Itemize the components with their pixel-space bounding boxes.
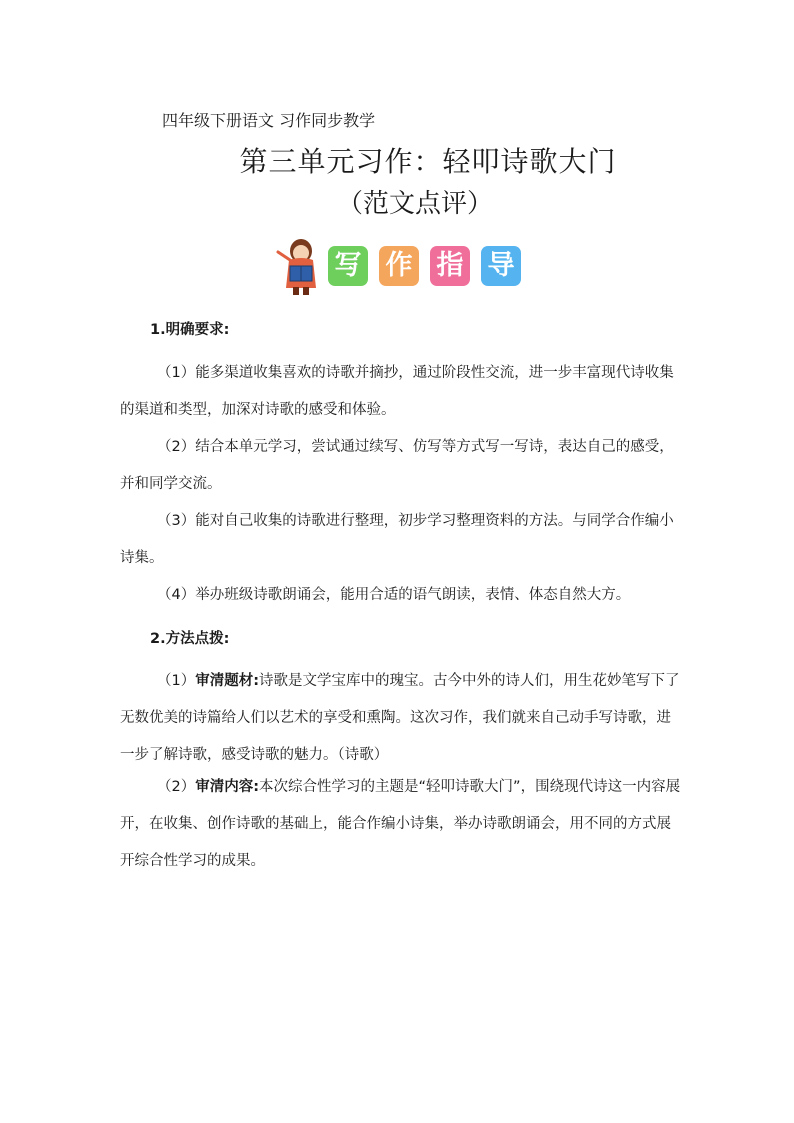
section-heading-requirements: 1.明确要求:	[150, 322, 230, 338]
requirement-item: （4）举办班级诗歌朗诵会，能用合适的语气朗读，表情、体态自然大方。	[157, 587, 631, 603]
tile-xie: 写	[328, 246, 368, 286]
method-label: 审清题材:	[195, 673, 260, 689]
method-text: 诗歌是文学宝库中的瑰宝。古今中外的诗人们，用生花妙笔写下了无数优美的诗篇给人们以艺术的享受和熏陶。这次习作，我们就来自己动手写诗歌，进一步了解诗歌，感受诗歌的魅力。（诗歌）	[120, 673, 680, 763]
requirement-item: （3）能对自己收集的诗歌进行整理，初步学习整理资料的方法。与同学合作编小诗集。	[120, 513, 674, 566]
tile-dao: 导	[481, 246, 521, 286]
tile-zhi: 指	[430, 246, 470, 286]
writing-guide-banner	[276, 238, 526, 296]
teacher-reading-icon	[276, 238, 322, 296]
requirement-item: （1）能多渠道收集喜欢的诗歌并摘抄，通过阶段性交流，进一步丰富现代诗收集的渠道和类型，加深对诗歌的感受和体验。	[120, 365, 674, 418]
method-item	[120, 663, 685, 774]
method-label: 审清内容:	[195, 779, 260, 795]
method-text: 本次综合性学习的主题是“轻叩诗歌大门”，围绕现代诗这一内容展开，在收集、创作诗歌的基础上，能合作编小诗集，举办诗歌朗诵会，用不同的方式展开综合性学习的成果。	[120, 779, 681, 869]
doc-subtitle: 四年级下册语文 习作同步教学	[162, 111, 376, 130]
requirement-item: （2）结合本单元学习，尝试通过续写、仿写等方式写一写诗，表达自己的感受，并和同学交流。	[120, 439, 674, 492]
method-prefix: （1）	[157, 673, 196, 689]
doc-title-note: （范文点评）	[336, 189, 493, 219]
method-item	[120, 769, 685, 880]
method-prefix: （2）	[157, 779, 196, 795]
section-heading-methods: 2.方法点拨:	[150, 631, 230, 647]
doc-title: 第三单元习作：轻叩诗歌大门	[239, 145, 617, 178]
tile-zuo: 作	[379, 246, 419, 286]
